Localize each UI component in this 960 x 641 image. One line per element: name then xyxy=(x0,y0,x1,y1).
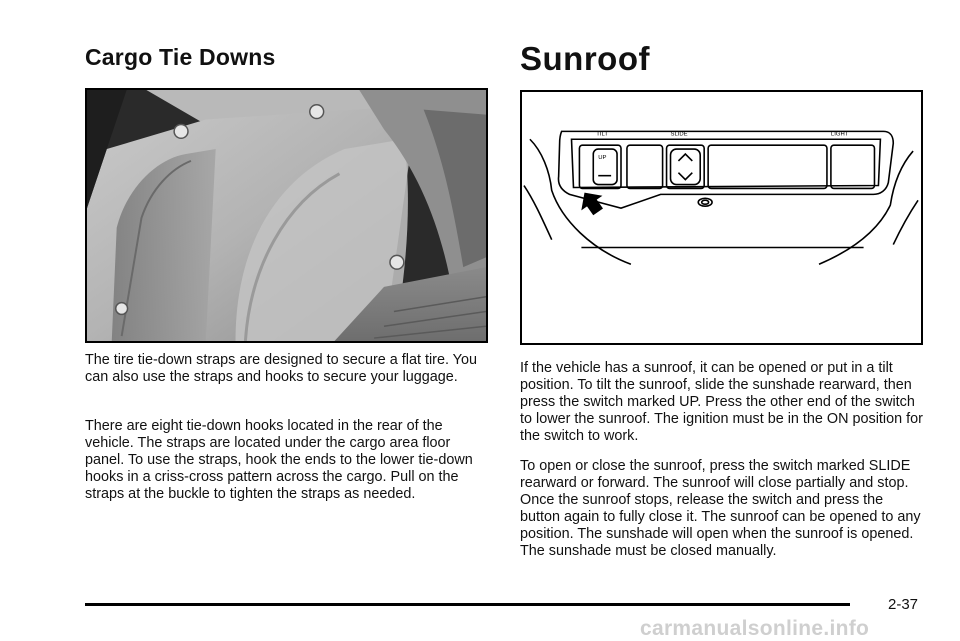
sunroof-console-illustration xyxy=(522,92,921,343)
sunroof-controls-figure xyxy=(520,90,923,345)
cargo-paragraph-1: The tire tie-down straps are designed to secure a flat tire. You can also use the straps and hooks to secure your luggage. xyxy=(85,352,477,385)
light-label: LIGHT xyxy=(830,131,849,138)
slide-label: SLIDE xyxy=(670,131,688,138)
sunroof-paragraph-2: To open or close the sunroof, press the switch marked SLIDE rearward or forward. The sunroof will close partially and stop. Once the sunroof stops, release the switch and press the button again to fully close it. The sunroof can be opened to any position. The sunshade will open when the sunroof is opened. The sunshade must be closed manually. xyxy=(520,458,921,559)
footer-rule xyxy=(85,603,850,606)
sunroof-heading: Sunroof xyxy=(520,40,650,77)
watermark-text: carmanualsonline.info xyxy=(640,617,870,640)
up-label: UP xyxy=(598,154,607,161)
sunroof-paragraph-1: If the vehicle has a sunroof, it can be opened or put in a tilt position. To tilt the sunroof, slide the sunshade rearward, then press the switch marked UP. Press the other end of the switch to lower the sunroof. The ignition must be in the ON position for the switch to work. xyxy=(520,360,923,444)
cargo-paragraph-2: There are eight tie-down hooks located in the rear of the vehicle. The straps are located under the cargo area floor panel. To use the straps, hook the ends to the lower tie-down hooks in a criss-cross pattern across the cargo. Pull on the straps at the buckle to tighten the straps as needed. xyxy=(85,418,473,502)
cargo-area-figure xyxy=(85,88,488,343)
tilt-label: TILT xyxy=(596,131,608,138)
cargo-area-illustration xyxy=(87,90,486,341)
cargo-tie-downs-heading: Cargo Tie Downs xyxy=(85,44,276,70)
page-number: 2-37 xyxy=(888,596,919,613)
